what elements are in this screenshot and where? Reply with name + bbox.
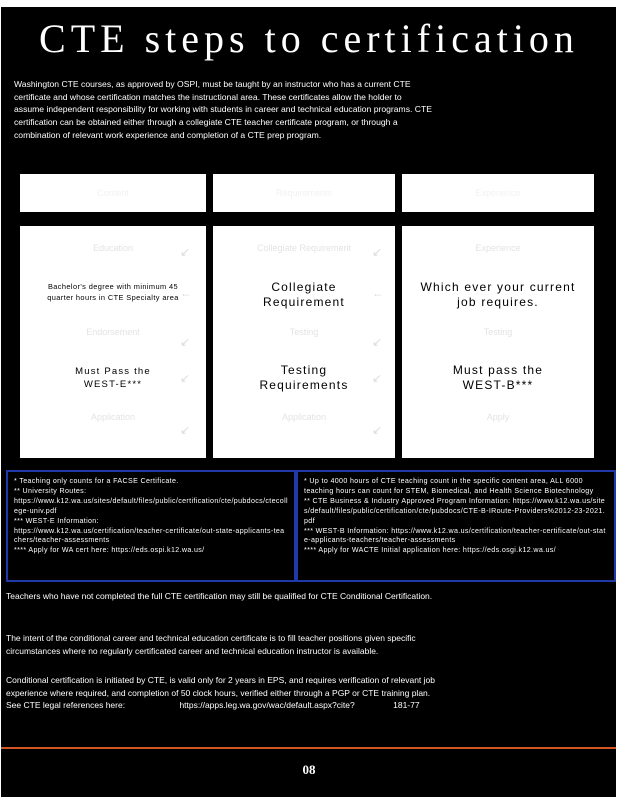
- faint-text: Endorsement: [86, 327, 140, 337]
- testing-requirements-text: Testing Requirements: [259, 363, 349, 392]
- conditional-intro-paragraph: Teachers who have not completed the full CTE certification may still be qualified for CTE Conditional Certification.: [6, 591, 433, 601]
- column-header-content: [20, 174, 206, 212]
- note-line: *** WEST-E Information:: [14, 516, 99, 525]
- west-b-requirement-text: Must pass the WEST-B***: [452, 363, 544, 392]
- legal-reference-link[interactable]: https://apps.leg.wa.gov/wac/default.aspx?cite?: [179, 700, 355, 711]
- conditional-details-paragraph: [6, 674, 436, 712]
- arrow-left-icon: ↙: [180, 371, 191, 385]
- footer-rule: [1, 747, 616, 749]
- page-number: 08: [302, 762, 316, 777]
- note-link[interactable]: ** CTE Business & Industry Approved Program Information: https://www.k12.wa.us/sites/default/files/public/certification/cte/pubdocs/CTE-B-IRoute-Providers%2012-23-2021.pdf: [304, 496, 606, 525]
- column-content: [20, 226, 206, 458]
- faint-text: Testing: [289, 327, 319, 337]
- column-header-requirements: [213, 174, 395, 212]
- header-label: Content: [97, 188, 129, 198]
- notes-left: [6, 470, 296, 582]
- note-link[interactable]: https://www.k12.wa.us/certification/teacher-certificate/out-state-applicants-teachers/teacher-assessments: [14, 526, 285, 545]
- note-line: ** University Routes:: [14, 486, 87, 495]
- west-e-requirement-text: Must Pass the WEST-E***: [75, 366, 151, 390]
- faint-text: Education: [92, 243, 134, 253]
- notes-right: [296, 470, 616, 582]
- arrow-left-icon: ↙: [180, 423, 191, 437]
- job-requirement-text: Which ever your current job requires.: [420, 280, 576, 309]
- note-link[interactable]: **** Apply for WA cert here: https://eds.ospi.k12.wa.us/: [14, 546, 205, 555]
- arrow-left-icon: ←: [180, 286, 192, 300]
- arrow-left-icon: ←: [372, 286, 384, 300]
- intro-paragraph: Washington CTE courses, as approved by OSPI, must be taught by an instructor who has a current CTE certificate and whose certification matches the instructional area. These certificates allow the holder to assume independent responsibility for working with students in career and technical education programs. CTE certification can be obtained either through a collegiate CTE teacher certificate program, or through a combination of relevant work experience and completion of a CTE prep program.: [14, 79, 432, 140]
- legal-reference-code: 181-77: [393, 700, 420, 711]
- page-title: CTE steps to certification: [39, 16, 579, 61]
- arrow-left-icon: ↙: [180, 335, 191, 349]
- note-line: * Teaching only counts for a FACSE Certificate.: [14, 477, 179, 485]
- collegiate-requirement-text: Collegiate Requirement: [263, 280, 345, 309]
- column-requirements: [213, 226, 395, 458]
- column-experience: [402, 226, 594, 458]
- arrow-left-icon: ↙: [372, 245, 383, 259]
- faint-text: Application: [281, 412, 327, 422]
- conditional-details-text: Conditional certification is initiated by CTE, is valid only for 2 years in EPS, and requires verification of relevant job experience where required, and completion of 50 clock hours, verified either through a PGP or CTE training plan. See CTE legal references here:: [6, 675, 435, 711]
- arrow-left-icon: ↙: [372, 371, 383, 385]
- conditional-intent-paragraph: The intent of the conditional career and technical education certificate is to fill teacher positions given specific circumstances where no regularly certificated career and technical education instructor is available.: [6, 633, 416, 656]
- faint-text: Apply: [486, 412, 510, 422]
- header-label: Requirements: [275, 188, 333, 198]
- note-link[interactable]: *** WEST-B Information: https://www.k12.wa.us/certification/teacher-certificate/out-state-applicants-teachers/teacher-assessments: [304, 526, 606, 545]
- faint-text: Application: [90, 412, 136, 422]
- faint-text: Collegiate Requirement: [256, 243, 352, 253]
- column-header-experience: [402, 174, 594, 212]
- note-line: * Up to 4000 hours of CTE teaching count in the specific content area, ALL 6000 teaching hours can count for STEM, Biomedical, and Health Science Biotechnology: [304, 477, 594, 495]
- note-link[interactable]: https://www.k12.wa.us/sites/default/files/public/certification/cte/pubdocs/ctecollege-univ.pdf: [14, 496, 288, 515]
- note-link[interactable]: **** Apply for WACTE Initial application here: https://eds.osgi.k12.wa.us/: [304, 546, 556, 555]
- faint-text: Testing: [483, 327, 513, 337]
- arrow-left-icon: ↙: [180, 245, 191, 259]
- arrow-left-icon: ↙: [372, 335, 383, 349]
- faint-text: Experience: [475, 243, 521, 253]
- degree-requirement-text: Bachelor's degree with minimum 45 quarter hours in CTE Specialty area: [47, 282, 179, 302]
- header-label: Experience: [475, 188, 521, 198]
- arrow-left-icon: ↙: [372, 423, 383, 437]
